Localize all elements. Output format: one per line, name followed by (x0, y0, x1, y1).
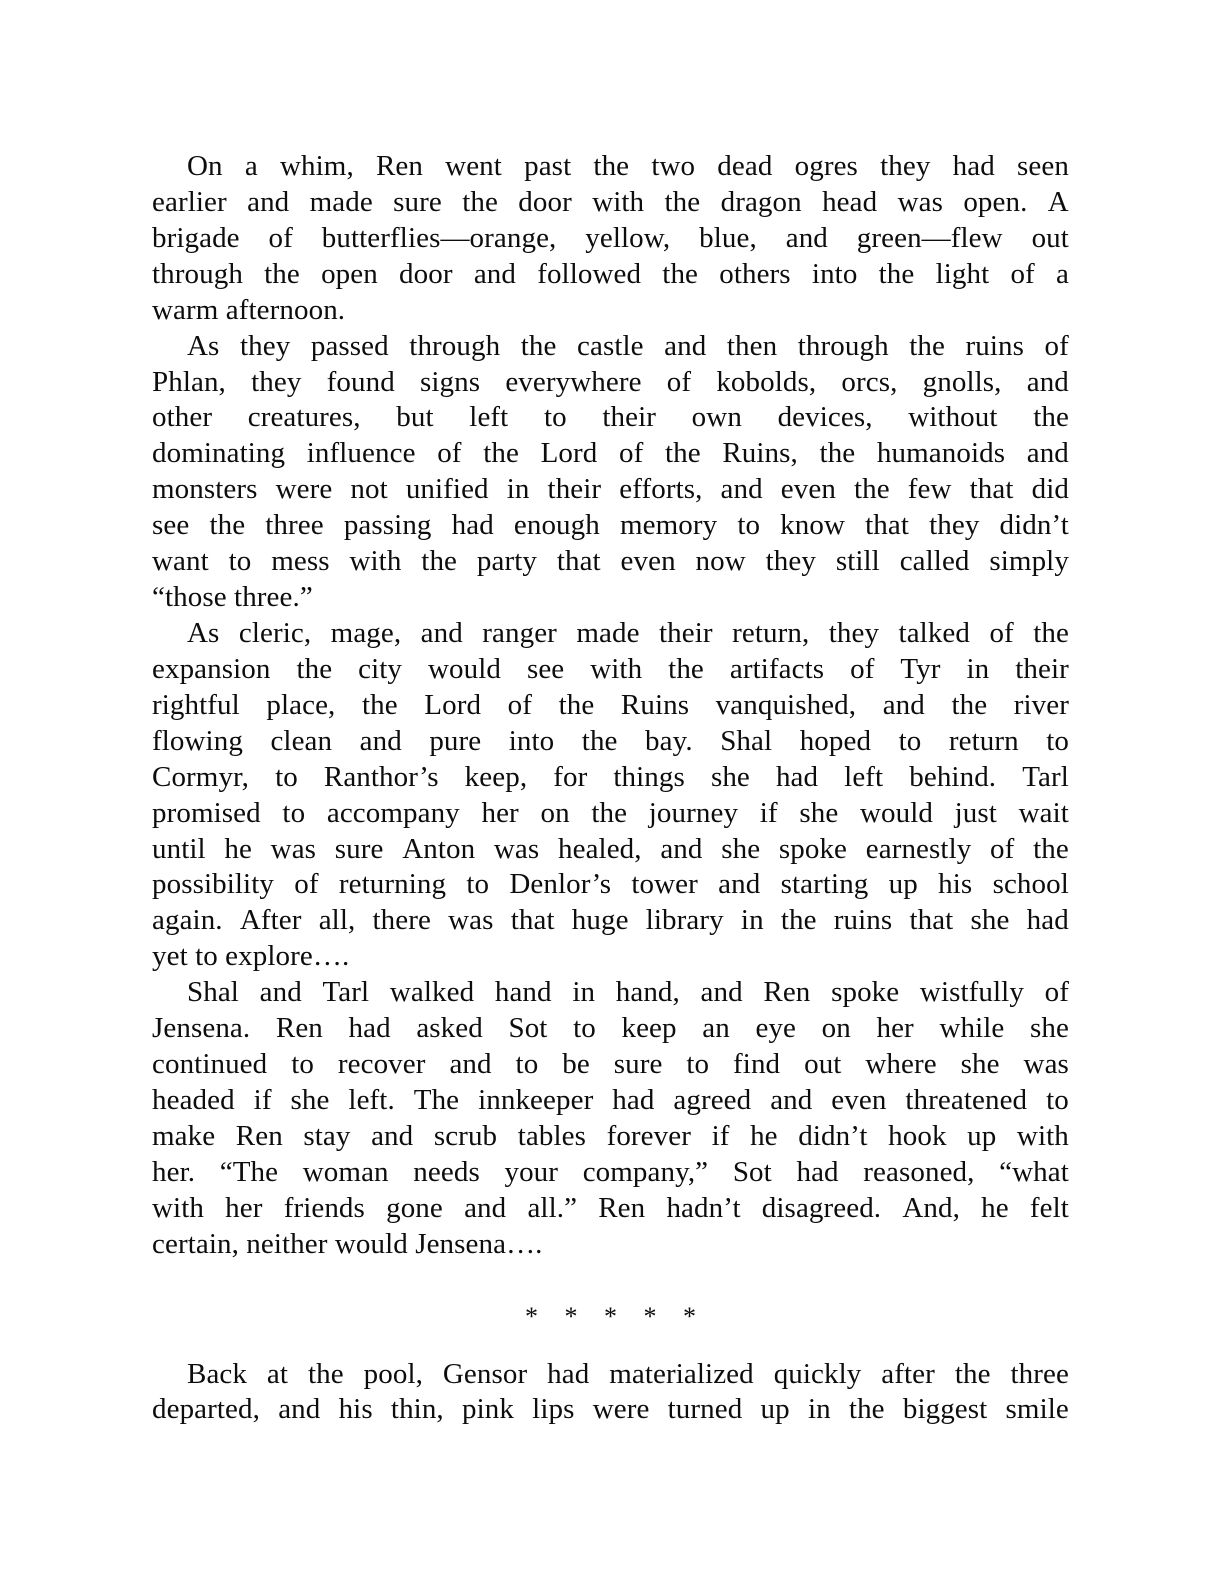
text-line: Shal and Tarl walked hand in hand, and Ren spoke wistfully of (187, 976, 1069, 1009)
paragraph (152, 975, 1069, 1262)
page-text (152, 149, 1069, 1428)
paragraph (152, 149, 1069, 329)
text-line: “those three.” (152, 581, 313, 614)
paragraph (152, 329, 1069, 616)
text-line: continued to recover and to be sure to find out where she was (152, 1048, 1069, 1081)
text-line: expansion the city would see with the artifacts of Tyr in their (152, 652, 1069, 685)
text-line: As cleric, mage, and ranger made their return, they talked of the (187, 616, 1069, 649)
text-line: through the open door and followed the others into the light of a (152, 257, 1069, 290)
text-line: until he was sure Anton was healed, and she spoke earnestly of the (152, 832, 1069, 865)
text-line: Back at the pool, Gensor had materialized quickly after the three (187, 1357, 1069, 1390)
text-line: monsters were not unified in their efforts, and even the few that did (152, 473, 1069, 506)
text-line: earlier and made sure the door with the dragon head was open. A (152, 185, 1069, 218)
text-line: Jensena. Ren had asked Sot to keep an eye on her while she (152, 1012, 1069, 1045)
text-line: certain, neither would Jensena…. (152, 1227, 543, 1260)
text-line: brigade of butterflies—orange, yellow, blue, and green—flew out (152, 221, 1069, 254)
text-line: possibility of returning to Denlor’s tower and starting up his school (152, 868, 1069, 901)
text-line: flowing clean and pure into the bay. Shal hoped to return to (152, 724, 1069, 757)
text-line: make Ren stay and scrub tables forever if he didn’t hook up with (152, 1119, 1069, 1152)
text-line: her. “The woman needs your company,” Sot had reasoned, “what (152, 1155, 1069, 1188)
text-line: want to mess with the party that even now they still called simply (152, 545, 1069, 578)
text-line: Cormyr, to Ranthor’s keep, for things she had left behind. Tarl (152, 760, 1069, 793)
text-line: As they passed through the castle and then through the ruins of (187, 329, 1069, 362)
text-line: other creatures, but left to their own devices, without the (152, 401, 1069, 434)
paragraph (152, 616, 1069, 975)
text-line: warm afternoon. (152, 293, 346, 326)
text-line: yet to explore…. (152, 940, 350, 973)
paragraph (152, 1357, 1069, 1429)
text-line: departed, and his thin, pink lips were turned up in the biggest smile (152, 1393, 1069, 1426)
text-line: see the three passing had enough memory to know that they didn’t (152, 509, 1069, 542)
text-line: dominating influence of the Lord of the Ruins, the humanoids and (152, 437, 1069, 470)
text-line: with her friends gone and all.” Ren hadn’t disagreed. And, he felt (152, 1191, 1069, 1224)
section-separator: * * * * * (525, 1301, 706, 1331)
text-line: rightful place, the Lord of the Ruins vanquished, and the river (152, 688, 1069, 721)
text-line: headed if she left. The innkeeper had agreed and even threatened to (152, 1083, 1069, 1116)
text-line: On a whim, Ren went past the two dead ogres they had seen (187, 150, 1069, 182)
text-line: Phlan, they found signs everywhere of kobolds, orcs, gnolls, and (152, 365, 1069, 398)
text-line: again. After all, there was that huge library in the ruins that she had (152, 904, 1069, 937)
text-line: promised to accompany her on the journey if she would just wait (152, 796, 1069, 829)
